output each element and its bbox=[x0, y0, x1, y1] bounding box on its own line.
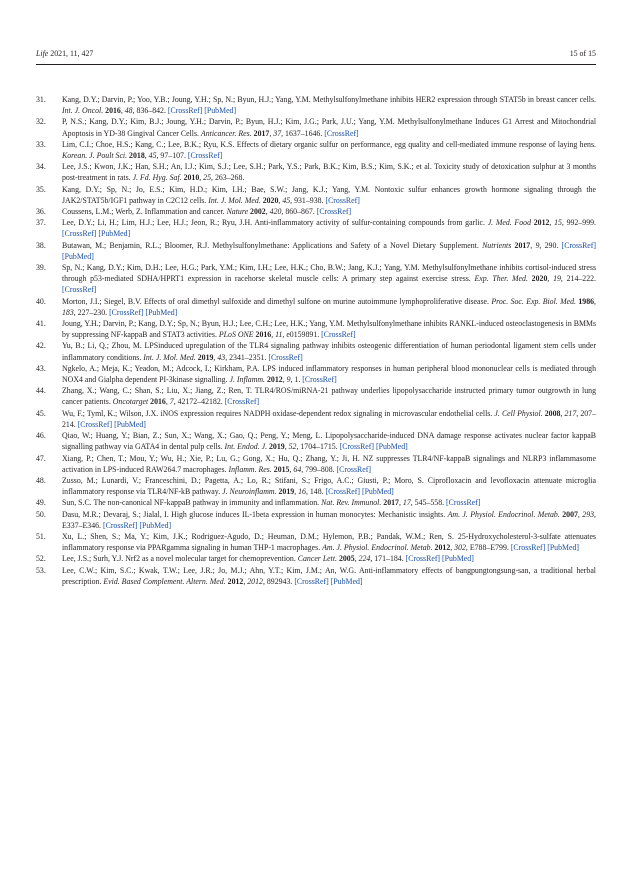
pubmed-link[interactable]: [PubMed] bbox=[442, 554, 474, 564]
reference-text-segment: , 97–107. bbox=[156, 151, 188, 161]
crossref-link[interactable]: [CrossRef] bbox=[325, 487, 360, 497]
reference-text-segment: , 931–938. bbox=[290, 195, 326, 205]
reference-text-segment: Coussens, L.M.; Werb, Z. Inflammation and cancer. bbox=[62, 207, 227, 217]
reference-text bbox=[62, 531, 596, 553]
reference-italic-text: Exp. Ther. Med. bbox=[474, 274, 528, 284]
reference-text-segment: , e0159891. bbox=[282, 330, 322, 340]
reference-italic-text: Nutrients bbox=[482, 240, 512, 250]
reference-year: 2012 bbox=[227, 576, 244, 586]
crossref-link[interactable]: [CrossRef] bbox=[405, 554, 441, 564]
reference-italic-text: Int. J. Mol. Med. bbox=[208, 195, 261, 205]
reference-year: 2019 bbox=[197, 352, 214, 362]
reference-text-segment: , bbox=[265, 207, 270, 217]
reference-text bbox=[62, 139, 596, 161]
reference-italic-text: 15 bbox=[554, 218, 562, 228]
reference-text-segment: , bbox=[289, 464, 294, 474]
reference-text-segment: Lee, D.Y.; Li, H.; Lim, H.J.; Lee, H.J.; Jeon, R.; Ryu, J.H. Anti-inflammatory activity of sulfur-containing compounds from garlic. bbox=[62, 218, 488, 228]
reference-item bbox=[36, 318, 596, 340]
reference-text-segment: , 1704–1715. bbox=[296, 442, 340, 452]
reference-text-segment: , bbox=[243, 576, 248, 586]
reference-number: 33. bbox=[36, 139, 46, 149]
crossref-link[interactable]: [CrossRef] bbox=[561, 240, 597, 250]
reference-number: 39. bbox=[36, 263, 46, 273]
reference-text-segment: Zhang, X.; Wang, C.; Shan, S.; Liu, X.; Jiang, Z.; Ren, T. TLR4/ROS/miRNA-21 pathway underlies lipopolysaccharide instructed primary tumor outgrowth in lung cancer patients. bbox=[62, 386, 596, 407]
reference-number: 52. bbox=[36, 554, 46, 564]
reference-number: 41. bbox=[36, 319, 46, 329]
reference-text-segment: , 799–808. bbox=[301, 464, 337, 474]
reference-year: 2018 bbox=[129, 151, 145, 161]
reference-text-segment: , 42172–42182. bbox=[173, 397, 225, 407]
crossref-link[interactable]: [CrossRef] bbox=[325, 195, 360, 205]
crossref-link[interactable]: [CrossRef] bbox=[187, 151, 223, 161]
reference-item bbox=[36, 385, 596, 407]
reference-text-segment: , bbox=[269, 128, 274, 138]
reference-text-segment: Zusso, M.; Lunardi, V.; Franceschini, D.; Pagetta, A.; Lo, R.; Stifani, S.; Frigo, A.C.; Giusti, P.; Moro, S. Ciprofloxacin and levofloxacin attenuate microglia inflammatory response via TLR4/NF-kB pathway. bbox=[62, 475, 596, 497]
reference-text bbox=[62, 363, 596, 385]
reference-item bbox=[36, 206, 596, 217]
reference-text-segment: Lim, C.I.; Choe, H.S.; Kang, C.; Lee, B.K.; Ryu, K.S. Effects of dietary organic sulfur on performance, egg quality and cell-mediated immune response of laying hens. bbox=[62, 139, 596, 149]
reference-italic-text: Am. J. Physiol. Endocrinol. Metab. bbox=[322, 543, 433, 553]
reference-item bbox=[36, 296, 596, 318]
reference-text-segment: Ngkelo, A.; Meja, K.; Yeadon, M.; Adcock, I.; Kirkham, P.A. LPS induced inflammatory responses in human peripheral blood mononuclear cells is mediated through NOX4 and Gialpha dependent PI-3kinase signalling. bbox=[62, 363, 596, 385]
reference-italic-text: J. Inflamm. bbox=[229, 375, 266, 385]
reference-text-segment: , 290. bbox=[539, 240, 562, 250]
reference-italic-text: 45 bbox=[282, 195, 291, 205]
reference-italic-text: 45 bbox=[148, 151, 157, 161]
reference-text-segment: Dasu, M.R.; Devaraj, S.; Jialal, I. High glucose induces IL-1beta expression in human monocytes: Mechanistic insights. bbox=[62, 509, 448, 519]
reference-italic-text: 17 bbox=[402, 498, 411, 508]
reference-italic-text: Inflamm. Res. bbox=[228, 464, 272, 474]
reference-year: 2019 bbox=[278, 487, 295, 497]
reference-year: 2015 bbox=[273, 464, 290, 474]
reference-text-segment: , 860–867. bbox=[281, 207, 317, 217]
reference-year: 2002 bbox=[250, 207, 266, 217]
crossref-link[interactable]: [CrossRef] bbox=[167, 106, 203, 116]
reference-text-segment: Lee, J.S.; Kwon, J.K.; Han, S.H.; An, I.J.; Kim, S.J.; Lee, S.H.; Park, Y.S.; Park, B.K.; Kim, B.S.; Kim, S.K.; et al. Toxicity study of detoxication sulphur at 3 months post-treatment in rats. bbox=[62, 162, 596, 183]
reference-item bbox=[36, 94, 596, 116]
reference-year: 2017 bbox=[514, 240, 531, 250]
reference-text-segment: Xiang, P.; Chen, T.; Mou, Y.; Wu, H.; Xie, P.; Lu, G.; Gong, X.; Hu, Q.; Zhang, Y.; Ji, H. NZ suppresses TLR4/NF-kappaB signalings and NLRP3 inflammasome activation in LPS-induced RAW264.7 macrophages. bbox=[62, 453, 596, 474]
reference-text-segment: Qiao, W.; Huang, Y.; Bian, Z.; Sun, X.; Wang, X.; Gao, Q.; Peng, Y.; Meng, L. Lipopolysaccharide-induced DNA damage response activates nuclear factor kappaB signalling pathway via GATA4 in dental pulp cells. bbox=[62, 431, 596, 452]
reference-italic-text: 7 bbox=[169, 397, 174, 407]
reference-text-segment: , bbox=[282, 375, 287, 385]
reference-text-segment: , bbox=[398, 498, 403, 508]
reference-text bbox=[62, 497, 596, 508]
pubmed-link[interactable]: [PubMed] bbox=[361, 487, 394, 497]
reference-text-segment: , 892943. bbox=[262, 576, 295, 586]
reference-text-segment: , bbox=[549, 218, 555, 228]
reference-text-segment: Kang, D.Y.; Sp, N.; Jo, E.S.; Kim, H.D.; Kim, I.H.; Bae, S.W.; Jang, K.J.; Yang, Y.M. Nontoxic sulfur enhances growth hormone signaling through the JAK2/STAT5b/IGF1 pathway in C2C12 cells. bbox=[62, 184, 596, 205]
reference-text-segment: , bbox=[354, 554, 359, 564]
reference-italic-text: J. Neuroinflamm. bbox=[222, 487, 277, 497]
reference-year: 2016 bbox=[255, 330, 272, 340]
reference-italic-text: J. Med. Food bbox=[487, 218, 531, 228]
reference-text bbox=[62, 116, 596, 138]
reference-text-segment: , bbox=[530, 240, 536, 250]
reference-item bbox=[36, 139, 596, 161]
reference-text-segment: , 214–222. bbox=[560, 274, 597, 284]
crossref-link[interactable]: [CrossRef] bbox=[339, 442, 375, 452]
reference-text-segment: , 148. bbox=[305, 487, 326, 497]
reference-text-segment: , bbox=[144, 151, 149, 161]
reference-number: 37. bbox=[36, 218, 46, 228]
reference-item bbox=[36, 453, 596, 475]
reference-year: 2016 bbox=[105, 106, 121, 116]
reference-number: 34. bbox=[36, 162, 46, 172]
reference-text bbox=[62, 262, 596, 296]
reference-number: 51. bbox=[36, 531, 46, 541]
reference-number: 49. bbox=[36, 498, 46, 508]
crossref-link[interactable]: [CrossRef] bbox=[324, 128, 359, 138]
reference-item bbox=[36, 217, 596, 239]
reference-italic-text: J. Cell Physiol. bbox=[494, 408, 543, 418]
reference-number: 35. bbox=[36, 184, 46, 194]
pubmed-link[interactable]: [PubMed] bbox=[547, 543, 580, 553]
reference-italic-text: 52 bbox=[288, 442, 297, 452]
reference-number: 38. bbox=[36, 240, 46, 250]
reference-text-segment: Wu, F.; Tyml, K.; Wilson, J.X. iNOS expression requires NADPH oxidase-dependent redox signaling in microvascular endothelial cells. bbox=[62, 408, 495, 418]
reference-text bbox=[62, 296, 596, 318]
crossref-link[interactable]: [CrossRef] bbox=[302, 375, 337, 385]
reference-text-segment: , bbox=[271, 330, 276, 340]
reference-year: 2020 bbox=[262, 195, 279, 205]
reference-year: 2016 bbox=[150, 397, 166, 407]
reference-text-segment: Lee, J.S.; Surh, Y.J. Nrf2 as a novel molecular target for chemoprevention. bbox=[62, 554, 298, 564]
reference-number: 44. bbox=[36, 386, 46, 396]
reference-text-segment: , 545–558. bbox=[410, 498, 447, 508]
reference-text-segment: , bbox=[278, 195, 283, 205]
reference-number: 47. bbox=[36, 453, 46, 463]
running-header bbox=[36, 48, 596, 60]
reference-number: 53. bbox=[36, 565, 46, 575]
page-number: 15 of 15 bbox=[569, 49, 596, 58]
reference-year: 2019 bbox=[269, 442, 285, 452]
crossref-link[interactable]: [CrossRef] bbox=[62, 229, 97, 239]
crossref-link[interactable]: [CrossRef] bbox=[446, 498, 481, 508]
reference-text-segment: , bbox=[594, 296, 597, 306]
reference-number: 42. bbox=[36, 341, 46, 351]
reference-text-segment: , 1. bbox=[290, 375, 303, 385]
reference-italic-text: Cancer Lett. bbox=[297, 554, 337, 564]
reference-year: 2005 bbox=[338, 554, 355, 564]
reference-text-segment: Yu, B.; Li, Q.; Zhou, M. LPSinduced upregulation of the TLR4 signaling pathway inhibits osteogenic differentiation of human periodontal ligament stem cells under inflammatory conditions. bbox=[62, 341, 596, 362]
crossref-link[interactable]: [CrossRef] bbox=[109, 307, 144, 317]
journal-name: Life bbox=[36, 49, 49, 58]
reference-number: 40. bbox=[36, 296, 46, 306]
reference-text bbox=[62, 161, 596, 183]
reference-text bbox=[62, 240, 596, 262]
crossref-link[interactable]: [CrossRef] bbox=[336, 464, 371, 474]
reference-italic-text: Int. J. Oncol. bbox=[62, 106, 104, 116]
reference-italic-text: 2012 bbox=[247, 576, 263, 586]
reference-item bbox=[36, 497, 596, 508]
reference-italic-text: 19 bbox=[553, 274, 561, 284]
reference-year: 2020 bbox=[531, 274, 548, 284]
reference-year: 2012 bbox=[434, 543, 451, 553]
reference-text bbox=[62, 430, 596, 452]
reference-text-segment: , 836–842. bbox=[132, 106, 168, 116]
reference-text bbox=[62, 94, 596, 116]
reference-text-segment: Morton, J.I.; Siegel, B.V. Effects of oral dimethyl sulfoxide and dimethyl sulfone on murine autoimmune lymphoproliferative disease. bbox=[62, 296, 492, 306]
reference-item bbox=[36, 184, 596, 206]
reference-text bbox=[62, 509, 596, 531]
reference-italic-text: 302 bbox=[454, 543, 466, 553]
reference-item bbox=[36, 262, 596, 296]
reference-italic-text: 224 bbox=[358, 554, 371, 564]
reference-text-segment: , bbox=[165, 397, 170, 407]
reference-italic-text: Int. Endod. J. bbox=[224, 442, 268, 452]
reference-text-segment: , 1637–1646. bbox=[281, 128, 325, 138]
reference-italic-text: 43 bbox=[217, 352, 226, 362]
reference-text bbox=[62, 318, 596, 340]
reference-item bbox=[36, 340, 596, 362]
reference-italic-text: PLoS ONE bbox=[218, 330, 254, 340]
reference-text-segment: , E337–E346. bbox=[62, 509, 596, 530]
reference-item bbox=[36, 565, 596, 587]
reference-italic-text: 420 bbox=[269, 207, 282, 217]
reference-number: 48. bbox=[36, 475, 46, 485]
reference-text-segment: , bbox=[450, 543, 455, 553]
reference-year: 2012 bbox=[267, 375, 283, 385]
reference-year: 2010 bbox=[183, 173, 200, 183]
reference-italic-text: Nature bbox=[226, 207, 249, 217]
pubmed-link[interactable]: [PubMed] bbox=[145, 307, 178, 317]
reference-text-segment: P, N.S.; Kang, D.Y.; Kim, B.J.; Joung, Y.H.; Darvin, P.; Byun, H.J.; Kim, J.G.; Park, J.U.; Yang, Y.M. Methylsulfonylmethane Induces G1 Arrest and Mitochondrial Apoptosis in YD-38 Gingival Cancer Cells. bbox=[62, 117, 596, 138]
reference-italic-text: Anticancer. Res. bbox=[200, 128, 252, 138]
crossref-link[interactable]: [CrossRef] bbox=[316, 207, 352, 217]
pubmed-link[interactable]: [PubMed] bbox=[330, 576, 363, 586]
reference-item bbox=[36, 116, 596, 138]
reference-text bbox=[62, 453, 596, 475]
reference-text-segment: Kang, D.Y.; Darvin, P.; Yoo, Y.B.; Joung, Y.H.; Sp, N.; Byun, H.J.; Yang, Y.M. Methylsulfonylmethane inhibits HER2 expression through STAT5b in breast cancer cells. bbox=[62, 95, 596, 104]
reference-number: 43. bbox=[36, 363, 46, 373]
reference-item bbox=[36, 363, 596, 385]
reference-text-segment: , bbox=[547, 274, 554, 284]
reference-text-segment: , E788–E799. bbox=[465, 543, 511, 553]
reference-italic-text: Korean. J. Poult Sci. bbox=[62, 151, 128, 161]
reference-item bbox=[36, 240, 596, 262]
journal-citation bbox=[36, 48, 93, 60]
reference-italic-text: 25 bbox=[203, 173, 212, 183]
reference-text-segment: Lee, C.W.; Kim, S.C.; Kwak, T.W.; Lee, J.R.; Jo, M.J.; Ahn, Y.T.; Kim, J.M.; An, W.G. Anti-inflammatory effects of bangpungtongsung-san, a traditional herbal prescription. bbox=[62, 565, 596, 586]
reference-italic-text: Int. J. Mol. Med. bbox=[143, 352, 196, 362]
reference-italic-text: Nat. Rev. Immunol. bbox=[321, 498, 382, 508]
pubmed-link[interactable]: [PubMed] bbox=[114, 419, 146, 429]
reference-number: 46. bbox=[36, 431, 46, 441]
reference-text-segment: , bbox=[284, 442, 289, 452]
reference-text-segment: , 171–184. bbox=[370, 554, 406, 564]
reference-italic-text: 183 bbox=[62, 307, 74, 317]
reference-text bbox=[62, 408, 596, 430]
reference-italic-text: 217 bbox=[564, 408, 577, 418]
reference-list bbox=[36, 94, 596, 587]
reference-item bbox=[36, 531, 596, 553]
reference-italic-text: Oncotarget bbox=[112, 397, 149, 407]
reference-text-segment: , 227–230. bbox=[73, 307, 110, 317]
crossref-link[interactable]: [CrossRef] bbox=[224, 397, 260, 407]
reference-italic-text: 9 bbox=[535, 240, 540, 250]
reference-item bbox=[36, 161, 596, 183]
reference-year: 1986 bbox=[578, 296, 595, 306]
reference-year: 2008 bbox=[544, 408, 561, 418]
pubmed-link[interactable]: [PubMed] bbox=[62, 251, 94, 261]
reference-text-segment: , bbox=[199, 173, 204, 183]
reference-year: 2012 bbox=[533, 218, 550, 228]
reference-number: 50. bbox=[36, 509, 46, 519]
reference-text-segment: Sp, N.; Kang, D.Y.; Kim, D.H.; Lee, H.G.; Park, Y.M.; Kim, I.H.; Lee, H.K.; Cho, B.W.; Jang, K.J.; Yang, Y.M. Methylsulfonylmethane inhibits cortisol-induced stress through p53-mediated SDHA/HPRT1 expression in racehorse skeletal muscle cells: A primary step against exercise stress. bbox=[62, 263, 596, 284]
reference-text bbox=[62, 217, 596, 239]
crossref-link[interactable]: [CrossRef] bbox=[510, 543, 546, 553]
reference-italic-text: Am. J. Physiol. Endocrinol. Metab. bbox=[447, 509, 560, 519]
reference-item bbox=[36, 430, 596, 452]
reference-italic-text: Proc. Soc. Exp. Biol. Med. bbox=[491, 296, 576, 306]
crossref-link[interactable]: [CrossRef] bbox=[268, 352, 303, 362]
reference-text-segment: Sun, S.C. The non-canonical NF-kappaB pathway in immunity and inflammation. bbox=[62, 498, 322, 508]
crossref-link[interactable]: [CrossRef] bbox=[77, 419, 113, 429]
reference-year: 2007 bbox=[562, 509, 578, 519]
crossref-link[interactable]: [CrossRef] bbox=[321, 330, 356, 340]
reference-italic-text: 11 bbox=[275, 330, 283, 340]
reference-text-segment: , 2341–2351. bbox=[225, 352, 269, 362]
reference-text bbox=[62, 475, 596, 497]
reference-item bbox=[36, 475, 596, 497]
reference-item bbox=[36, 553, 596, 564]
reference-text-segment: , bbox=[120, 106, 125, 116]
reference-text-segment: Butawan, M.; Benjamin, R.L.; Bloomer, R.J. Methylsulfonylmethane: Applications and Safety of a Novel Dietary Supplement. bbox=[62, 240, 483, 250]
reference-italic-text: Evid. Based Complement. Altern. Med. bbox=[103, 576, 226, 586]
reference-number: 45. bbox=[36, 408, 46, 418]
header-rule bbox=[36, 64, 596, 65]
pubmed-link[interactable]: [PubMed] bbox=[375, 442, 408, 452]
reference-text bbox=[62, 184, 596, 206]
reference-italic-text: J. Fd. Hyg. Saf. bbox=[132, 173, 182, 183]
reference-text bbox=[62, 340, 596, 362]
reference-italic-text: 293 bbox=[582, 509, 595, 519]
reference-italic-text: 16 bbox=[298, 487, 306, 497]
reference-text-segment: , 992–999. bbox=[561, 218, 597, 228]
reference-italic-text: 37 bbox=[273, 128, 282, 138]
reference-item bbox=[36, 408, 596, 430]
citation-details: 2021, 11, 427 bbox=[50, 49, 94, 58]
reference-italic-text: 64 bbox=[293, 464, 302, 474]
reference-number: 36. bbox=[36, 207, 46, 217]
crossref-link[interactable]: [CrossRef] bbox=[102, 520, 138, 530]
reference-year: 2017 bbox=[383, 498, 399, 508]
reference-text-segment: , bbox=[577, 509, 583, 519]
pubmed-link[interactable]: [PubMed] bbox=[98, 229, 131, 239]
reference-text-segment: , bbox=[294, 487, 299, 497]
reference-text-segment: Joung, Y.H.; Darvin, P.; Kang, D.Y.; Sp, N.; Byun, H.J.; Lee, C.H.; Lee, H.K.; Yang, Y.M. Methylsulfonylmethane inhibits RANKL-induced osteoclastogenesis in BMMs by suppressing NF-kappaB and STAT3 activities. bbox=[62, 319, 596, 340]
reference-text-segment: , 263–268. bbox=[211, 173, 245, 183]
reference-text-segment: , bbox=[213, 352, 218, 362]
reference-item bbox=[36, 509, 596, 531]
crossref-link[interactable]: [CrossRef] bbox=[62, 285, 97, 295]
reference-number: 32. bbox=[36, 117, 46, 127]
pubmed-link[interactable]: [PubMed] bbox=[204, 106, 237, 116]
reference-text bbox=[62, 565, 596, 587]
reference-italic-text: 48 bbox=[124, 106, 133, 116]
reference-text bbox=[62, 553, 596, 564]
reference-text-segment: Xu, L.; Shen, S.; Ma, Y.; Kim, J.K.; Rodriguez-Agudo, D.; Heuman, D.M.; Hylemon, P.B.; Pandak, W.M.; Ren, S. 25-Hydroxycholesterol-3-sulfate attenuates inflammatory response via PPARgamma signaling in human THP-1 macrophages. bbox=[62, 531, 596, 553]
crossref-link[interactable]: [CrossRef] bbox=[294, 576, 329, 586]
reference-text-segment: , bbox=[560, 408, 565, 418]
reference-year: 2017 bbox=[253, 128, 270, 138]
reference-text bbox=[62, 206, 596, 217]
pubmed-link[interactable]: [PubMed] bbox=[139, 520, 172, 530]
reference-number: 31. bbox=[36, 95, 46, 104]
reference-italic-text: 9 bbox=[286, 375, 291, 385]
reference-text bbox=[62, 385, 596, 407]
reference-text-segment: , 207–214. bbox=[62, 408, 597, 429]
